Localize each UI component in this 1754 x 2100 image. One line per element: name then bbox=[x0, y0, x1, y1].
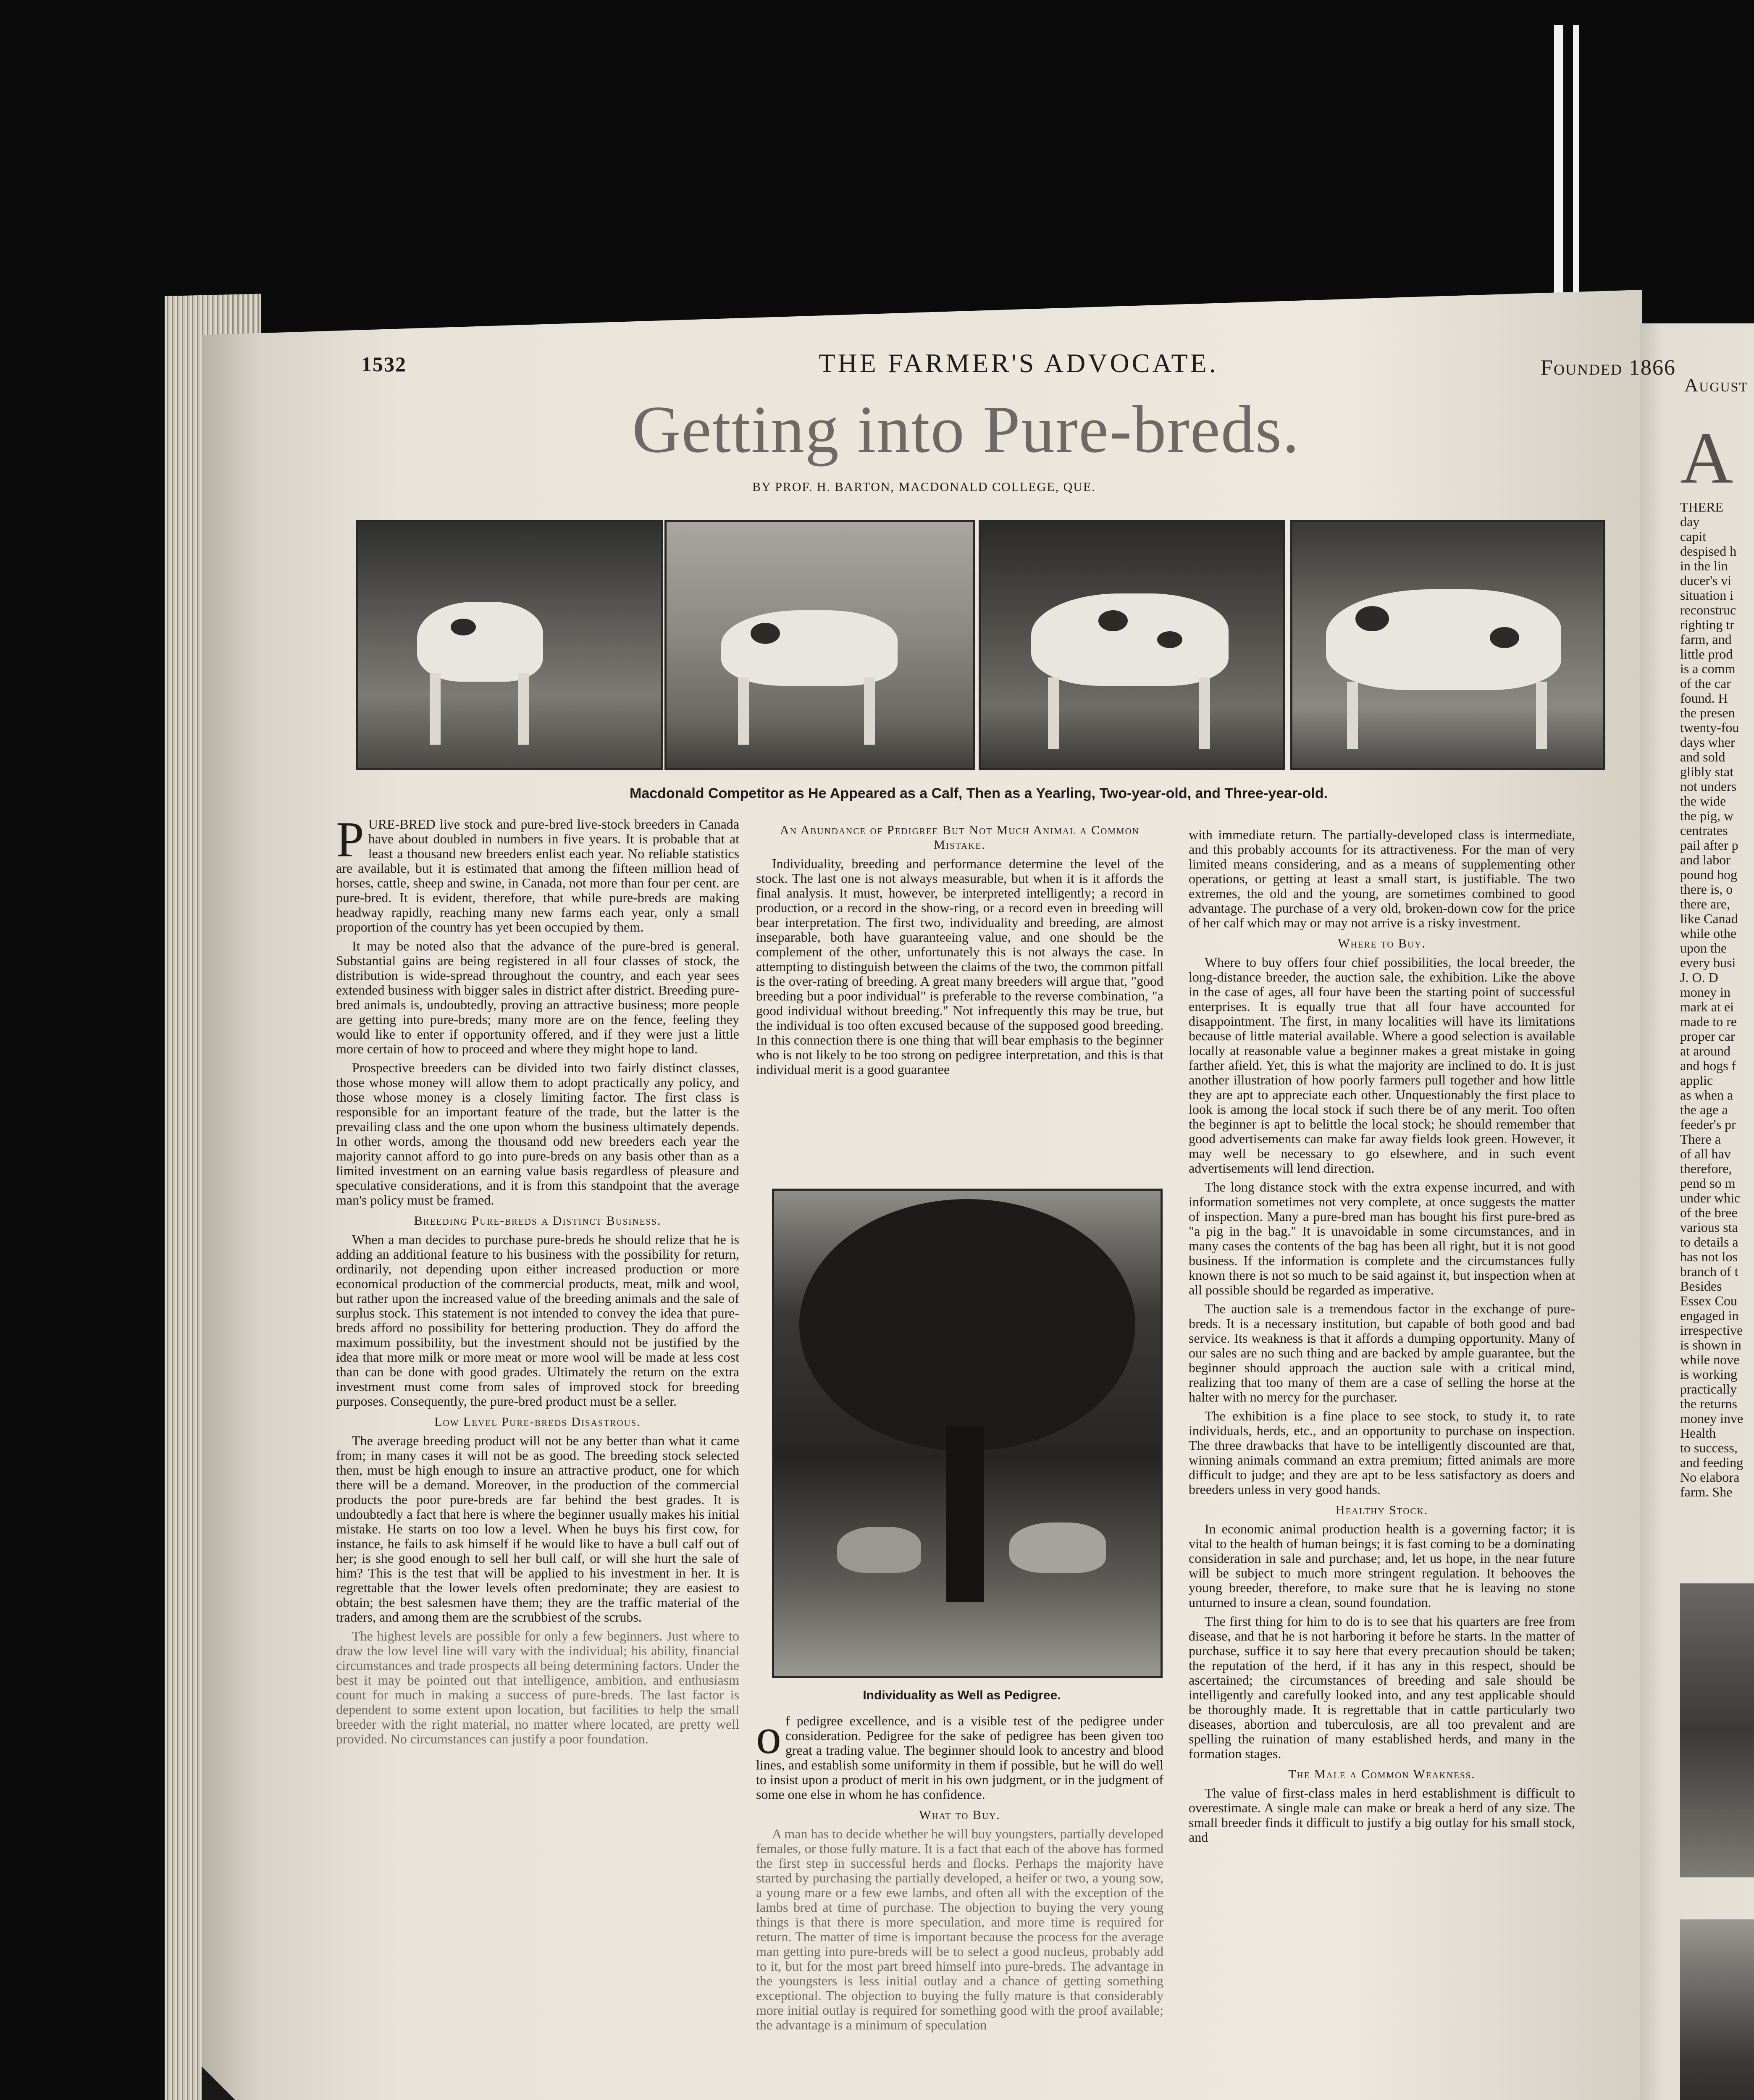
founded-note: Founded 1866 bbox=[1541, 356, 1676, 380]
right-page-photo bbox=[1680, 1919, 1754, 2100]
yearling-photo bbox=[664, 520, 975, 770]
right-page-line: there is, o bbox=[1680, 882, 1733, 897]
right-page-line: ducer's vi bbox=[1680, 573, 1732, 588]
paragraph: Individuality, breeding and performance determine the level of the stock. The last one is not always measurable, but when it is it affords the final analysis. It must, however, be interpreted intelligently; a record in production, or a record in the show-ring, or a record even in breeding will bear interpretation. The first two, individuality and breeding, are almost inseparable, both have guaranteeing value, and one should be the complement of the other, unfortunately this is not always the case. In attempting to distinguish between the claims of the two, the common pitfall is the over-rating of breeding. A great many breeders will argue that, "good breeding but a poor individual" is preferable to the reverse combination, "a good individual without breeding." Not infrequently this may be true, but the individual is too often excused because of the supposed good breeding. In this connection there is one thing that will bear emphasis to the beginner who is not likely to be too strong on pedigree interpretation, and this is that individual merit is a good guarantee bbox=[756, 856, 1163, 1077]
paragraph: The first thing for him to do is to see that his quarters are free from disease, and that he is not harboring it before he starts. In the matter of purchase, suffice it to say here that every precaution should be taken; the reputation of the herd, if it has any in this respect, should be ascertained; the circumstances of breeding and sale should be intelligently and carefully looked into, and any test applicable should be thoroughly made. It is regrettable that in cattle particularly two diseases, abortion and tuberculosis, are all too prevalent and are spelling the ruination of many established herds, and many in the formation stages. bbox=[1189, 1614, 1575, 1761]
right-page-line: there are, bbox=[1680, 896, 1730, 911]
right-page-line: twenty-fou bbox=[1680, 720, 1739, 735]
right-page-line: is working bbox=[1680, 1367, 1737, 1382]
paragraph: In economic animal production health is a governing factor; it is vital to the health of human beings; it is fast coming to be a dominating consideration in sale and purchase; and, let us hope, in the near future will be subject to much more stringent regulation. It behooves the young breeder, therefore, to make sure that he is leaving no stone unturned to insure a clean, sound foundation. bbox=[1189, 1521, 1575, 1610]
right-page-line: therefore, bbox=[1680, 1161, 1732, 1176]
tree-trunk bbox=[946, 1426, 984, 1602]
right-page-line: centrates bbox=[1680, 823, 1728, 838]
tree-photo-caption: Individuality as Well as Pedigree. bbox=[863, 1688, 1061, 1702]
right-page-line: of the car bbox=[1680, 676, 1731, 691]
cow-leg bbox=[518, 673, 529, 745]
paragraph: The value of first-class males in herd establishment is difficult to overestimate. A single male can make or break a herd of any size. The small breeder finds it difficult to justify a big outlay for his small stock, and bbox=[1189, 1785, 1575, 1845]
right-page-line: pound hog bbox=[1680, 867, 1737, 882]
cow-leg bbox=[1536, 682, 1547, 749]
right-page-line: mark at ei bbox=[1680, 999, 1734, 1014]
right-page-line: at around bbox=[1680, 1043, 1730, 1058]
right-page-line: to details a bbox=[1680, 1234, 1738, 1250]
cow-spot bbox=[1157, 631, 1182, 648]
right-page-line: pail after p bbox=[1680, 837, 1738, 853]
page-number: 1532 bbox=[361, 352, 407, 376]
right-page-line: of all hav bbox=[1680, 1146, 1731, 1161]
right-page-line: proper car bbox=[1680, 1029, 1735, 1044]
paragraph: When a man decides to purchase pure-breds he should relize that he is adding an additional feature to his business with the possibility for return, ordinarily, not depending upon either increased production or more economical production of the commercial products, meat, milk and wool, but rather upon the increased value of the breeding animals and the sale of surplus stock. This statement is not intended to convey the idea that pure-breds afford no possibility for bettering production. They do afford the maximum possibility, but the investment should not be justified by the idea that more milk or more meat or more wool will be made at less cost than can be done with good grades. Ultimately the return on the extra investment must come from sales of improved stock for breeding purposes. Consequently, the pure-bred product must be a seller. bbox=[336, 1232, 739, 1409]
right-page-line: the presen bbox=[1680, 705, 1735, 720]
right-page-line: like Canad bbox=[1680, 911, 1738, 926]
right-page-line: Besides bbox=[1680, 1278, 1722, 1294]
right-page-line: found. H bbox=[1680, 690, 1728, 706]
cow-spot bbox=[751, 623, 780, 644]
right-page-line: Health bbox=[1680, 1425, 1716, 1441]
section-heading: Where to Buy. bbox=[1338, 937, 1426, 950]
section-heading: Breeding Pure-breds a Distinct Business. bbox=[414, 1214, 662, 1228]
article-byline: BY PROF. H. BARTON, MACDONALD COLLEGE, QUE. bbox=[752, 480, 1096, 494]
right-page-header: August bbox=[1684, 374, 1748, 396]
paragraph: The auction sale is a tremendous factor in the exchange of pure-breds. It is a necessary institution, but capable of both good and bad service. Its weakness is that it affords a dumping opportunity. Many of our sales are no such thing and are backed by ample guarantee, but the beginner should approach the auction sale with a critical mind, realizing that too many of them are a case of selling the horse at the halter with no mercy for the purchaser. bbox=[1189, 1301, 1575, 1404]
section-heading: Low Level Pure-breds Disastrous. bbox=[434, 1415, 641, 1429]
right-page-line: reconstruc bbox=[1680, 602, 1736, 617]
right-page-line: pend so m bbox=[1680, 1176, 1736, 1191]
cow-figure bbox=[1031, 593, 1229, 686]
right-page-line: is a comm bbox=[1680, 661, 1736, 676]
masthead: THE FARMER'S ADVOCATE. bbox=[819, 348, 1218, 378]
cow-figure bbox=[417, 602, 543, 682]
right-page-line: Essex Cou bbox=[1680, 1293, 1737, 1308]
cow-spot bbox=[1098, 610, 1128, 631]
right-page-line: farm, and bbox=[1680, 632, 1732, 647]
article-column-1 bbox=[336, 817, 739, 2100]
two-year-old-photo bbox=[979, 520, 1285, 770]
right-page-line: glibly stat bbox=[1680, 764, 1734, 779]
right-page-line: despised h bbox=[1680, 543, 1737, 559]
cow-leg bbox=[1347, 682, 1358, 749]
scan-streak bbox=[1554, 25, 1563, 311]
paragraph: The highest levels are possible for only a few beginners. Just where to draw the low level line will vary with the individual; his ability, financial circumstances and trade prospects all being determining factors. Under the best it may be pointed out that intelligence, ambition, and enthusiasm count for much in making a success of pure-breds. The last factor is dependent to some extent upon location, but facilities to help the small breeder with the right material, no matter where located, are pretty well provided. No circumstances can justify a poor foundation. bbox=[336, 1628, 739, 1746]
article-column-3 bbox=[1189, 827, 1575, 2100]
cow-figure bbox=[837, 1527, 921, 1573]
cow-leg bbox=[738, 677, 749, 745]
article-column-2-top bbox=[756, 817, 1163, 1189]
right-page-line: in the lin bbox=[1680, 558, 1728, 573]
right-page-line: day bbox=[1680, 514, 1700, 529]
paragraph: It may be noted also that the advance of the pure-bred is general. Substantial gains are being registered in all four classes of stock, the distribution is wide-spread throughout the country, and each year sees extended business with bigger sales in district after district. Breeding pure-bred animals is, undoubtedly, proving an attractive business; more people are getting into pure-breds; many more are on the fence, feeling they would like to enter if opportunity offered, and if they were just a little more certain of how to proceed and where they might hope to land. bbox=[336, 938, 739, 1056]
right-page-line: under whic bbox=[1680, 1190, 1741, 1205]
cow-leg bbox=[864, 677, 875, 745]
tree-canopy bbox=[799, 1199, 1135, 1451]
right-page-line: made to re bbox=[1680, 1014, 1737, 1029]
right-page-title: A bbox=[1680, 417, 1733, 499]
right-page-line: the wide bbox=[1680, 793, 1726, 808]
paragraph: Where to buy offers four chief possibilities, the local breeder, the long-distance breeder, the auction sale, the exhibition. Like the above in the case of ages, all four have been the starting point of successful enterprises. It is equally true that all four have accounted for disappointment. The first, in many localities will have its limitations because of little material available. Where a good selection is available locally at reasonable value a beginner makes a great mistake in going farther afield. Yet, this is what the majority are inclined to do. It is just another illustration of how poorly farmers pull together and how little they are apt to appreciate each other. Unquestionably the first place to look is among the local stock if such there be of any merit. Too often the beginner is apt to belittle the local stock; he should remember that good advertisements can make far away fields look green. However, it may well be necessary to go elsewhere, and in such event advertisements will lend direction. bbox=[1189, 955, 1575, 1176]
right-page-line: feeder's pr bbox=[1680, 1117, 1736, 1132]
right-page-line: and hogs f bbox=[1680, 1058, 1736, 1073]
right-page-line: is shown in bbox=[1680, 1337, 1741, 1352]
right-page-line: little prod bbox=[1680, 646, 1733, 662]
right-page-line: while othe bbox=[1680, 926, 1737, 941]
three-year-old-photo bbox=[1290, 520, 1605, 770]
right-page-text bbox=[1680, 500, 1754, 1499]
cow-figure bbox=[721, 610, 898, 686]
calf-photo bbox=[356, 520, 663, 770]
cow-leg bbox=[1199, 677, 1210, 749]
right-page-line: engaged in bbox=[1680, 1308, 1739, 1323]
right-page-line: upon the bbox=[1680, 940, 1727, 956]
right-page-line: and labor bbox=[1680, 852, 1730, 867]
right-page-line: applic bbox=[1680, 1073, 1713, 1088]
right-page-line: money in bbox=[1680, 984, 1730, 1000]
right-page-line: the pig, w bbox=[1680, 808, 1734, 823]
tree-photo bbox=[772, 1189, 1163, 1678]
cow-spot bbox=[1490, 627, 1519, 648]
right-page-line: farm. She bbox=[1680, 1484, 1733, 1499]
right-page-line: the returns bbox=[1680, 1396, 1737, 1411]
paragraph: Prospective breeders can be divided into two fairly distinct classes, those whose money will allow them to adopt practically any policy, and those whose money is a closely limiting factor. The first class is responsible for an important feature of the trade, but the latter is the prevailing class and the one upon whom the business ultimately depends. In other words, among the thousand odd new breeders each year the majority cannot afford to go into pure-breds on any basis other than as a limited investment on an earning value basis regardless of pleasure and speculative considerations, and it is from this standpoint that the average man's policy must be framed. bbox=[336, 1060, 739, 1208]
paragraph: PURE-BRED live stock and pure-bred live-stock breeders in Canada have about doubled in numbers in five years. It is probable that at least a thousand new breeders enlist each year. No reliable statistics are available, but it is estimated that among the fifteen million head of horses, cattle, sheep and swine, in Canada, not more than four per cent. are pure-bred. It is evident, therefore, that while pure-breds are making headway rapidly, reaching many new farms each year, only a small proportion of the country has yet been occupied by them. bbox=[336, 817, 739, 934]
cow-figure bbox=[1326, 589, 1561, 690]
paragraph: with immediate return. The partially-developed class is intermediate, and this probably accounts for its attractiveness. For the man of very limited means considering, and as a means of supplementing other operations, or getting at least a small start, is justifiable. The two extremes, the old and the young, are sometimes combined to good advantage. The purchase of a very old, broken-down cow for the price of her calf which may or may not arrive is a risky investment. bbox=[1189, 827, 1575, 930]
right-page-line: not unders bbox=[1680, 779, 1737, 794]
right-page-line: righting tr bbox=[1680, 617, 1734, 632]
right-page-line: has not los bbox=[1680, 1249, 1738, 1264]
page-header bbox=[361, 348, 1676, 381]
paragraph: A man has to decide whether he will buy youngsters, partially developed females, or those fully mature. It is a fact that each of the above has formed the first step in successful herds and flocks. Perhaps the majority have started by purchasing the partially developed, a heifer or two, a young sow, a young mare or a few ewe lambs, and often all with the exception of the lambs bred at time of purchase. The objection to buying the very young things is that there is more speculation, and more time is required for return. The matter of time is important because the process for the average man getting into pure-breds will be to select a good nucleus, probably add to it, but for the most part breed himself into pure-breds. The advantage in the youngsters is less initial outlay and a chance of getting something exceptional. The objection to buying the fully mature is that considerably more initial outlay is required for something good with the proof available; the advantage is a minimum of speculation bbox=[756, 1826, 1163, 2032]
paragraph: The average breeding product will not be any better than what it came from; in many cases it will not be as good. The breeding stock selected then, must be high enough to insure an attractive product, one for which there will be a demand. Moreover, in the production of the commercial products the poor pure-breds are far behind the best grades. It is undoubtedly a fact that here is where the beginner usually makes his initial mistake. He starts on too low a level. When he buys his first cow, for instance, he fails to ask himself if he would like to have a bull calf out of her; is she good enough to sell her bull calf, or will she hurt the sale of him? This is the test that will be applied to his investment in her. It is regrettable that the lower levels often predominate; they are easiest to obtain; the best salesmen have them; they are the traffic material of the traders, and among them are the scrubbiest of the scrubs. bbox=[336, 1433, 739, 1625]
scan-streak bbox=[1573, 25, 1579, 311]
section-heading: The Male a Common Weakness. bbox=[1288, 1767, 1476, 1781]
paragraph: of pedigree excellence, and is a visible test of the pedigree under consideration. Pedigree for the sake of pedigree has been given too great a trading value. The beginner should look to ancestry and blood lines, and establish some uniformity in them if possible, but he will do well to insist upon a product of merit in his own judgment, or in the judgment of some one else in whom he has confidence. bbox=[756, 1714, 1163, 1802]
right-page-line: the age a bbox=[1680, 1102, 1728, 1117]
right-page-line: No elabora bbox=[1680, 1470, 1740, 1485]
right-page-photo bbox=[1680, 1583, 1754, 1877]
cow-leg bbox=[430, 673, 441, 745]
right-page-line: days wher bbox=[1680, 735, 1735, 750]
article-title: Getting into Pure-breds. bbox=[632, 392, 1300, 467]
right-page-line: and feeding bbox=[1680, 1455, 1743, 1470]
article-column-2-bottom bbox=[756, 1714, 1163, 2100]
cow-figure bbox=[1009, 1522, 1106, 1573]
cow-spot bbox=[451, 619, 476, 635]
section-heading: What to Buy. bbox=[919, 1808, 1000, 1822]
right-page-line: There a bbox=[1680, 1131, 1721, 1147]
right-page-line: branch of t bbox=[1680, 1264, 1738, 1279]
right-page-line: money inve bbox=[1680, 1411, 1743, 1426]
right-page-line: as when a bbox=[1680, 1087, 1733, 1102]
right-page-line: situation i bbox=[1680, 588, 1734, 603]
cow-spot bbox=[1355, 606, 1389, 631]
paragraph: The exhibition is a fine place to see stock, to study it, to rate individuals, herds, etc., and an opportunity to purchase on inspection. The three drawbacks that have to be intelligently discounted are that, winning animals command an extra premium; fitted animals are more difficult to judge; and they are apt to be less satisfactory as doers and breeders unless in very good hands. bbox=[1189, 1408, 1575, 1497]
right-page-line: capit bbox=[1680, 529, 1707, 544]
right-page-line: to success, bbox=[1680, 1440, 1738, 1455]
right-page-line: practically bbox=[1680, 1381, 1737, 1396]
section-heading: An Abundance of Pedigree But Not Much Animal a Common Mistake. bbox=[780, 823, 1140, 852]
right-page bbox=[1640, 323, 1754, 2100]
right-page-line: J. O. D bbox=[1680, 970, 1718, 985]
right-page-line: various sta bbox=[1680, 1220, 1738, 1235]
right-page-line: every busi bbox=[1680, 955, 1736, 970]
right-page-line: of the bree bbox=[1680, 1205, 1738, 1220]
paragraph: The long distance stock with the extra expense incurred, and with information sometimes not very complete, at once suggests the matter of inspection. Many a pure-bred man has bought his first pure-bred as "a pig in the bag." It is unavoidable in some circumstances, and in many cases the contents of the bag has been all right, but it is not good business. If the information is complete and the circumstances fully known there is not so much to be said against it, but inspection when at all possible should be regarded as imperative. bbox=[1189, 1179, 1575, 1297]
cow-leg bbox=[1048, 677, 1059, 749]
photo-caption: Macdonald Competitor as He Appeared as a Calf, Then as a Yearling, Two-year-old, and Three-year-old. bbox=[630, 785, 1328, 801]
right-page-line: and sold bbox=[1680, 749, 1725, 764]
right-page-line: while nove bbox=[1680, 1352, 1740, 1367]
right-page-line: irrespective bbox=[1680, 1323, 1743, 1338]
section-heading: Healthy Stock. bbox=[1335, 1503, 1428, 1517]
right-page-line: THERE bbox=[1680, 499, 1724, 514]
